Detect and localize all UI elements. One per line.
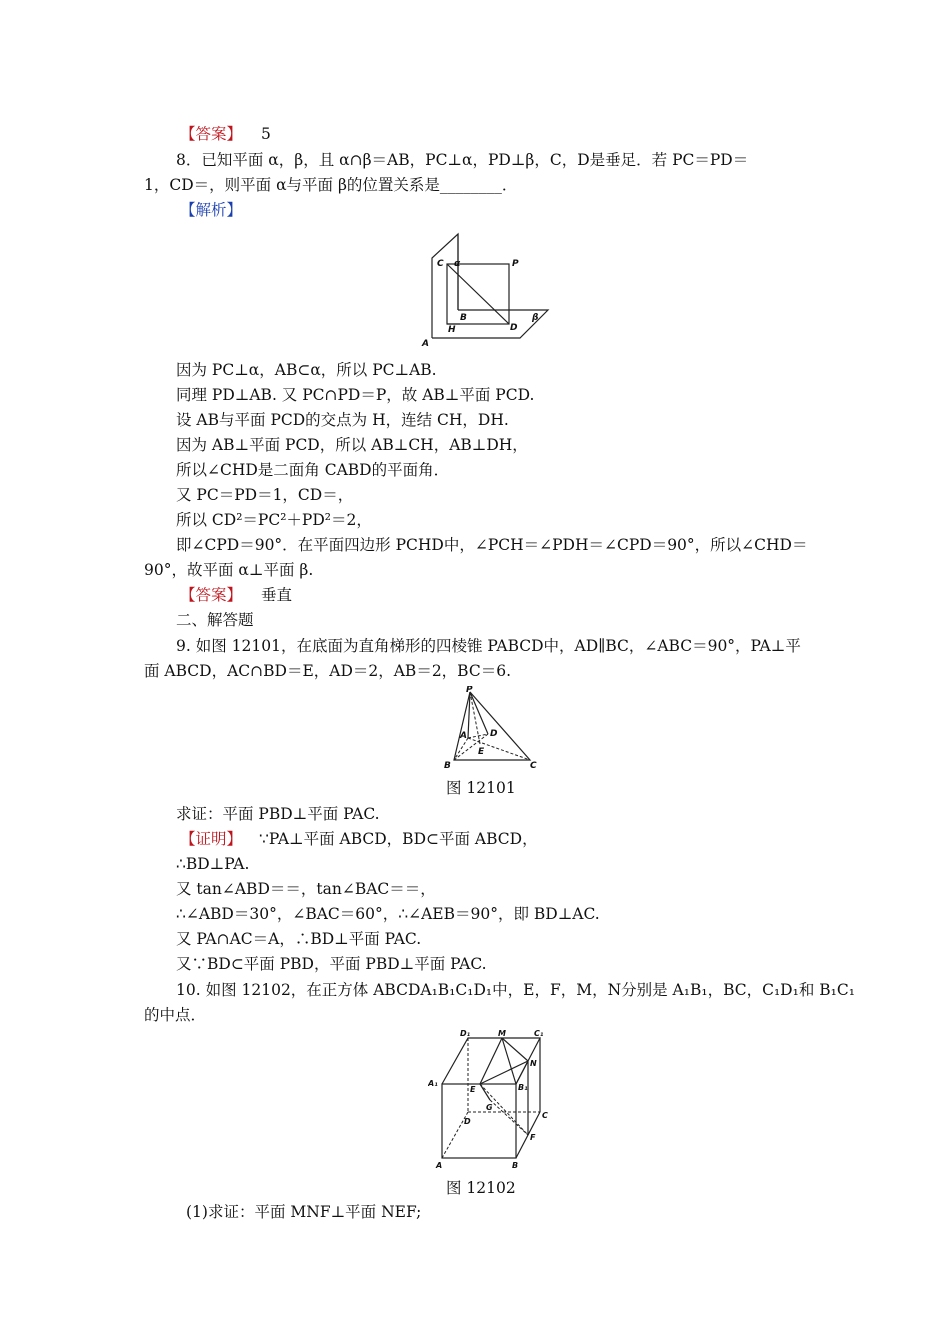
- proof-line6: 又∵BD⊂平面 PBD，平面 PBD⊥平面 PAC.: [176, 955, 487, 973]
- label-C: C: [437, 259, 444, 269]
- proof-line5: 又 PA∩AC＝A，∴BD⊥平面 PAC.: [176, 930, 422, 948]
- analysis-line4: 因为 AB⊥平面 PCD，所以 AB⊥CH，AB⊥DH，: [176, 436, 528, 454]
- label-B: B: [512, 1161, 519, 1170]
- answer-value-2: 垂直: [260, 586, 292, 604]
- label-F: F: [530, 1133, 536, 1142]
- analysis-line8: 即∠CPD＝90°．在平面四边形 PCHD中，∠PCH＝∠PDH＝∠CPD＝90°，所以∠CHD＝: [176, 536, 808, 554]
- label-P: P: [466, 686, 473, 695]
- label-A1: A₁: [428, 1079, 438, 1088]
- q10-line1: 10. 如图 12102，在正方体 ABCDA₁B₁C₁D₁中，E，F，M，N分别是 A₁B₁，BC，C₁D₁和 B₁C₁: [176, 981, 855, 999]
- section-heading: 二、解答题: [176, 611, 254, 629]
- label-B: B: [444, 761, 451, 771]
- proof-line3: 又 tan∠ABD＝＝，tan∠BAC＝＝，: [176, 880, 436, 898]
- label-beta: β: [532, 313, 539, 323]
- label-B1: B₁: [518, 1083, 528, 1092]
- q9-line2: 面 ABCD，AC∩BD＝E，AD＝2，AB＝2，BC＝6.: [144, 662, 512, 680]
- analysis-tag: 【解析】: [180, 201, 243, 219]
- label-C: C: [530, 761, 537, 771]
- analysis-line1: 因为 PC⊥α，AB⊂α，所以 PC⊥AB.: [176, 361, 437, 379]
- label-M: M: [498, 1029, 506, 1038]
- q9-prove: 求证：平面 PBD⊥平面 PAC.: [176, 805, 380, 823]
- figure-caption-2: 图 12102: [446, 1179, 516, 1197]
- analysis-line7: 所以 CD²＝PC²＋PD²＝2，: [176, 511, 372, 529]
- label-B: B: [460, 313, 467, 323]
- proof-line2: ∴BD⊥PA.: [176, 855, 250, 873]
- analysis-line9: 90°，故平面 α⊥平面 β.: [144, 561, 314, 579]
- q10-part1: (1)求证：平面 MNF⊥平面 NEF;: [186, 1203, 422, 1221]
- q8-line1: 8．已知平面 α，β，且 α∩β＝AB，PC⊥α，PD⊥β，C，D是垂足．若 PC＝PD＝: [176, 151, 749, 169]
- label-E: E: [470, 1085, 476, 1094]
- label-A: A: [460, 731, 467, 741]
- label-G: G: [486, 1103, 493, 1112]
- label-A: A: [436, 1161, 443, 1170]
- label-D: D: [510, 323, 518, 333]
- label-A: A: [422, 339, 429, 348]
- analysis-line6: 又 PC＝PD＝1，CD＝，: [176, 486, 354, 504]
- q9-line1: 9. 如图 12101，在底面为直角梯形的四棱锥 PABCD中，AD∥BC，∠ABC＝90°，PA⊥平: [176, 637, 801, 655]
- label-E: E: [478, 747, 485, 757]
- q8-line2: 1，CD＝，则平面 α与平面 β的位置关系是________．: [144, 176, 518, 194]
- label-C1: C₁: [534, 1029, 544, 1038]
- label-P: P: [512, 259, 519, 269]
- figure-planes: [420, 228, 560, 348]
- answer-tag-2: 【答案】: [180, 586, 243, 604]
- label-D: D: [490, 729, 498, 739]
- figure-pyramid: [440, 686, 540, 772]
- label-N: N: [530, 1059, 537, 1068]
- analysis-line2: 同理 PD⊥AB. 又 PC∩PD＝P，故 AB⊥平面 PCD.: [176, 386, 535, 404]
- label-H: H: [448, 325, 456, 335]
- label-C: C: [542, 1111, 548, 1120]
- proof-line1: ∵PA⊥平面 ABCD，BD⊂平面 ABCD，: [258, 830, 538, 848]
- q10-line2: 的中点．: [144, 1006, 207, 1024]
- proof-tag: 【证明】: [180, 830, 243, 848]
- analysis-line5: 所以∠CHD是二面角 CABD的平面角．: [176, 461, 450, 479]
- label-D: D: [464, 1117, 471, 1126]
- figure-cube: [428, 1028, 552, 1172]
- label-D1: D₁: [460, 1029, 471, 1038]
- label-alpha: α: [454, 259, 461, 269]
- answer-value: 5: [260, 125, 271, 143]
- figure-caption-1: 图 12101: [446, 779, 516, 797]
- analysis-line3: 设 AB与平面 PCD的交点为 H，连结 CH，DH.: [176, 411, 509, 429]
- answer-tag: 【答案】: [180, 125, 243, 143]
- proof-line4: ∴∠ABD＝30°，∠BAC＝60°，∴∠AEB＝90°，即 BD⊥AC.: [176, 905, 600, 923]
